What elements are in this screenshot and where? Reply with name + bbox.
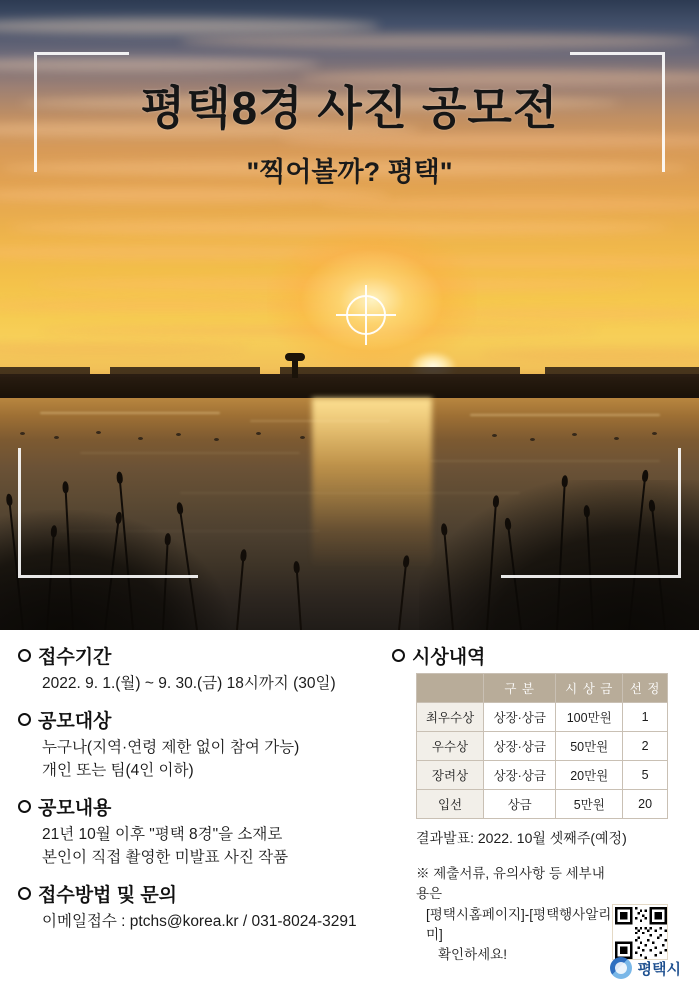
cell-type: 상장·상금 [484,761,556,790]
cell-type: 상장·상금 [484,732,556,761]
frame-bracket-bottom-left [18,448,198,578]
section-target-line-1: 누구나(지역·연령 제한 없이 참여 가능) [42,739,300,757]
section-content-line-2: 본인이 직접 촬영한 미발표 사진 작품 [42,848,289,866]
section-prizes-heading [392,642,684,669]
cell-count: 5 [623,761,668,790]
section-target [18,706,388,782]
cell-amount: 100만원 [556,703,623,732]
cell-type: 상장·상금 [484,703,556,732]
notice-block [416,864,616,965]
notice-line-1: ※ 제출서류, 유의사항 등 세부내용은 [416,866,605,902]
info-column-left [18,642,388,945]
cell-grade: 입선 [417,790,484,819]
cell-count: 2 [623,732,668,761]
qr-code[interactable] [612,904,668,960]
city-logo-label: 평택시 [637,960,681,978]
table-row [417,761,668,790]
cell-type: 상금 [484,790,556,819]
section-prizes-title: 시상내역 [412,647,486,668]
table-col-1: 구 분 [484,674,556,703]
notice-line-3: 확인하세요! [438,947,507,962]
shoreline-debris [0,430,699,446]
info-panel [0,630,699,989]
cell-grade: 우수상 [417,732,484,761]
notice-line-2: [평택시홈페이지]-[평택행사알리미] [426,906,612,942]
city-logo [610,957,681,979]
bullet-circle-icon [18,649,31,662]
section-method-title: 접수방법 및 문의 [38,885,178,907]
bullet-circle-icon [392,649,405,662]
frame-bracket-bottom-right [501,448,681,578]
section-period [18,642,388,695]
section-content-line-1: 21년 10월 이후 "평택 8경"을 소재로 [42,826,283,844]
table-col-3: 선 정 [623,674,668,703]
section-period-title: 접수기간 [38,647,112,668]
section-target-line-2: 개인 또는 팀(4인 이하) [42,761,194,779]
section-method-line-1: 이메일접수 : ptchs@korea.kr / 031-8024-3291 [42,913,357,931]
section-method-heading [18,880,388,907]
ptcity-emblem-icon [610,957,632,979]
poster-subtitle: "찍어볼까? 평택" [246,157,453,187]
bullet-circle-icon [18,800,31,813]
poster-title: 평택8경 사진 공모전 [140,82,559,134]
prize-table [416,673,668,819]
info-column-right [392,642,684,965]
cell-grade: 최우수상 [417,703,484,732]
result-announcement: 결과발표: 2022. 10월 셋째주(예정) [416,830,627,846]
bullet-circle-icon [18,887,31,900]
table-col-2: 시 상 금 [556,674,623,703]
table-row [417,703,668,732]
table-header-row [417,674,668,703]
section-target-title: 공모대상 [38,711,112,733]
cell-amount: 20만원 [556,761,623,790]
table-row [417,790,668,819]
cell-count: 20 [623,790,668,819]
section-target-heading [18,706,388,733]
section-content [18,793,388,869]
cell-amount: 50만원 [556,732,623,761]
section-period-heading [18,642,388,669]
water-tower [292,358,298,378]
section-content-heading [18,793,388,820]
section-content-title: 공모내용 [38,798,112,820]
focus-reticle-icon [336,285,396,345]
table-col-0 [417,674,484,703]
horizon-silhouette [0,374,699,400]
bullet-circle-icon [18,713,31,726]
section-period-line-1: 2022. 9. 1.(월) ~ 9. 30.(금) 18시까지 (30일) [42,675,336,692]
cell-grade: 장려상 [417,761,484,790]
cell-amount: 5만원 [556,790,623,819]
cell-count: 1 [623,703,668,732]
section-method [18,880,388,933]
table-row [417,732,668,761]
